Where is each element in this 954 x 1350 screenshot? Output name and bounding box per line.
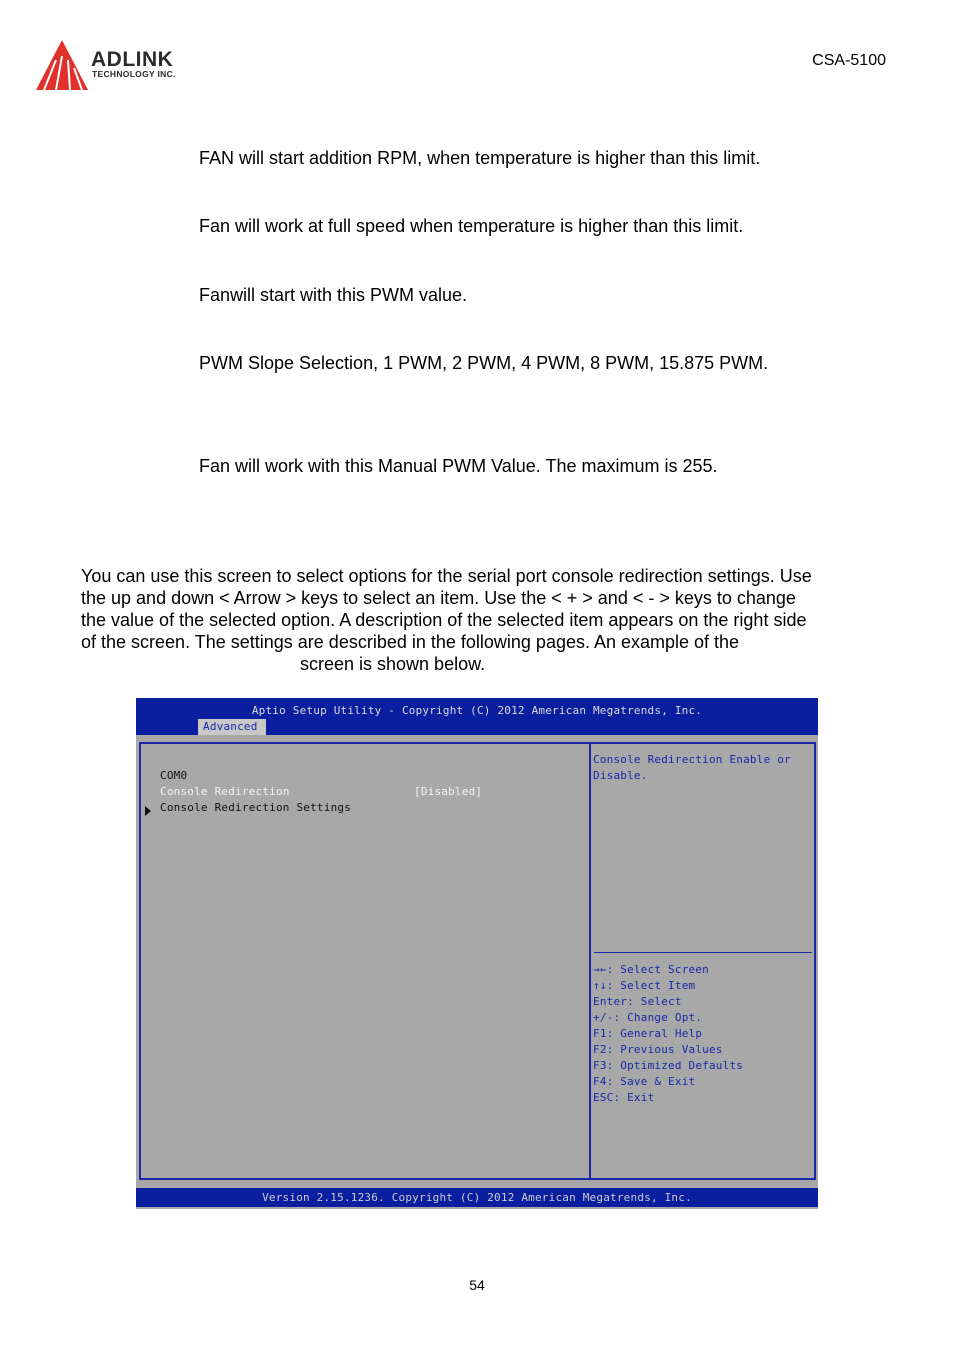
key-help-enter: Enter: Select: [593, 995, 682, 1008]
bios-screenshot: [136, 698, 818, 1209]
key-help-f1: F1: General Help: [593, 1027, 703, 1040]
bios-help-panel: [589, 742, 816, 1180]
key-help-esc: ESC: Exit: [593, 1091, 655, 1104]
bios-title: Aptio Setup Utility - Copyright (C) 2012 American Megatrends, Inc.: [251, 704, 703, 717]
help-text-line: Disable.: [593, 769, 648, 782]
help-divider: [594, 952, 812, 953]
submenu-arrow-icon: [145, 806, 151, 816]
description-line: the value of the selected option. A description of the selected item appears on the right side: [81, 610, 807, 630]
paragraph-fan-start-pwm: Fanwill start with this PWM value.: [199, 285, 468, 305]
key-help-select-screen: →←: Select Screen: [593, 963, 709, 976]
key-help-f4: F4: Save & Exit: [593, 1075, 696, 1088]
adlink-triangle-icon: [34, 38, 90, 92]
description-line: of the screen. The settings are described in the following pages. An example of the: [81, 632, 740, 652]
key-help-f2: F2: Previous Values: [593, 1043, 723, 1056]
key-help-select-item: ↑↓: Select Item: [593, 979, 696, 992]
paragraph-fan-full-speed: Fan will work at full speed when temperature is higher than this limit.: [199, 216, 744, 236]
menu-item-console-redirection-label[interactable]: Console Redirection: [160, 785, 290, 798]
bios-footer-bar: [136, 1188, 818, 1207]
paragraph-manual-pwm: Fan will work with this Manual PWM Value. The maximum is 255.: [199, 456, 718, 476]
paragraph-pwm-slope: PWM Slope Selection, 1 PWM, 2 PWM, 4 PWM, 8 PWM, 15.875 PWM.: [199, 353, 769, 373]
paragraph-fan-start-rpm: FAN will start addition RPM, when temperature is higher than this limit.: [199, 148, 761, 168]
bios-title-bar: [136, 698, 818, 735]
brand-subtitle: TECHNOLOGY INC.: [92, 69, 176, 79]
document-model: CSA-5100: [812, 52, 886, 69]
tab-advanced[interactable]: Advanced: [198, 719, 266, 735]
bios-version: Version 2.15.1236. Copyright (C) 2012 American Megatrends, Inc.: [262, 1191, 692, 1204]
brand-name: ADLINK: [91, 48, 174, 71]
key-help-f3: F3: Optimized Defaults: [593, 1059, 744, 1072]
description-line: You can use this screen to select options for the serial port console redirection settings. Use: [81, 566, 812, 586]
menu-item-console-redirection-settings[interactable]: Console Redirection Settings: [160, 801, 352, 814]
menu-item-console-redirection-value[interactable]: [Disabled]: [414, 785, 483, 798]
description-line: the up and down < Arrow > keys to select an item. Use the < + > and < - > keys to change: [81, 588, 796, 608]
key-help-change-opt: +/-: Change Opt.: [593, 1011, 703, 1024]
description-line: screen is shown below.: [300, 654, 486, 674]
bios-settings-panel: [139, 742, 589, 1180]
adlink-logo: [34, 38, 204, 92]
help-text-line: Console Redirection Enable or: [593, 753, 791, 766]
page-number: 54: [469, 1277, 485, 1293]
section-label-com0: COM0: [160, 769, 188, 782]
serial-port-description: [81, 565, 871, 675]
